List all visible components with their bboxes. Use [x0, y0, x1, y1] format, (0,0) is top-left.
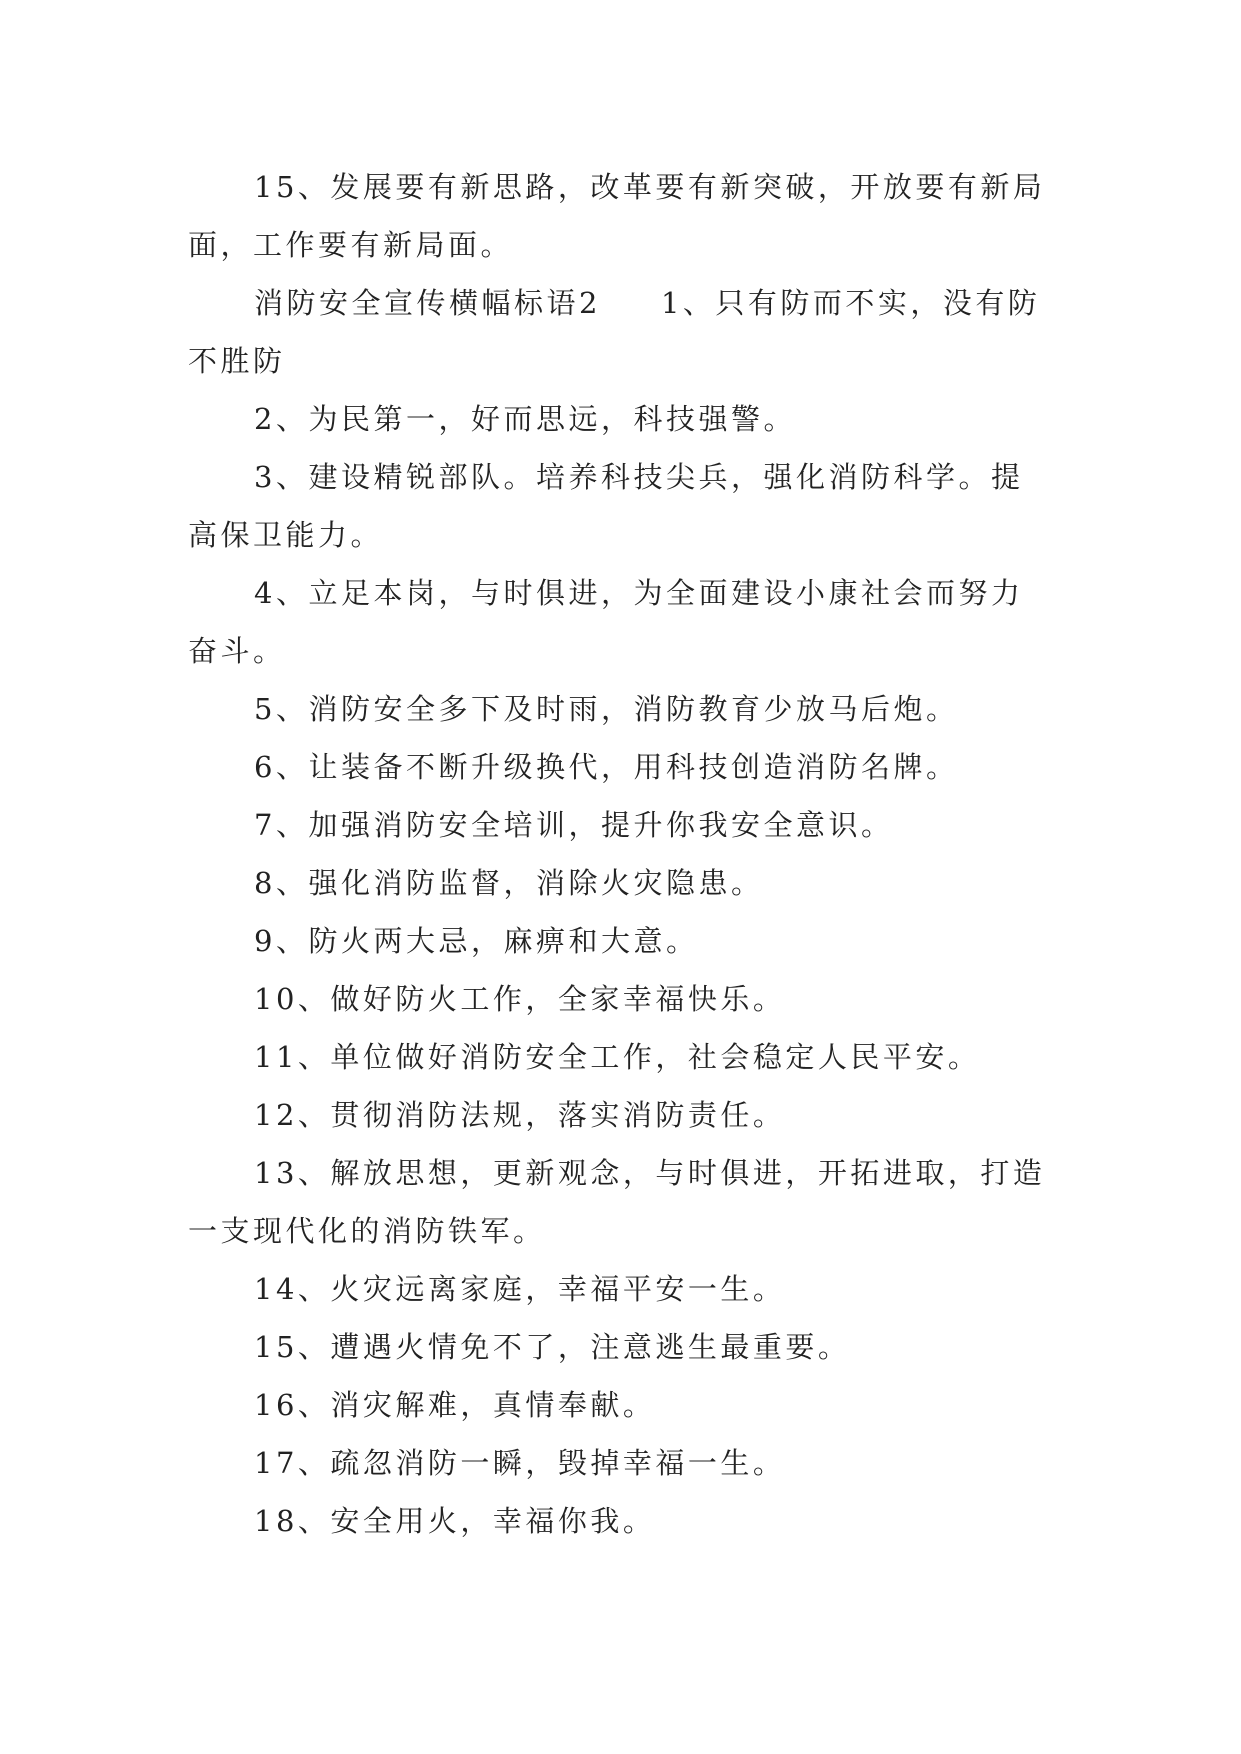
- paragraph-item: 15、遭遇火情免不了，注意逃生最重要。: [254, 1330, 851, 1364]
- section-heading: 消防安全宣传横幅标语2: [254, 286, 601, 320]
- paragraph-item: 11、单位做好消防安全工作，社会稳定人民平安。: [254, 1040, 981, 1074]
- document-body: [188, 158, 1053, 1550]
- paragraph-item: 15、发展要有新思路，改革要有新突破，开放要有新局面，工作要有新局面。: [188, 170, 1046, 262]
- paragraph-item: 12、贯彻消防法规，落实消防责任。: [254, 1098, 786, 1132]
- paragraph-item: 14、火灾远离家庭，幸福平安一生。: [254, 1272, 786, 1306]
- paragraph-item: 10、做好防火工作，全家幸福快乐。: [254, 982, 786, 1016]
- paragraph-item: 8、强化消防监督，消除火灾隐患。: [254, 866, 764, 900]
- paragraph-item: 13、解放思想，更新观念，与时俱进，开拓进取，打造一支现代化的消防铁军。: [188, 1156, 1046, 1248]
- paragraph-item: 5、消防安全多下及时雨，消防教育少放马后炮。: [254, 692, 959, 726]
- paragraph-item: 6、让装备不断升级换代，用科技创造消防名牌。: [254, 750, 959, 784]
- paragraph-item: 18、安全用火，幸福你我。: [254, 1504, 656, 1538]
- paragraph-item: 4、立足本岗，与时俱进，为全面建设小康社会而努力奋斗。: [188, 576, 1024, 668]
- section-heading-paragraph: [188, 274, 1053, 390]
- paragraph-item: 17、疏忽消防一瞬，毁掉幸福一生。: [254, 1446, 786, 1480]
- paragraph-item: 2、为民第一，好而思远，科技强警。: [254, 402, 796, 436]
- paragraph-item: 16、消灾解难，真情奉献。: [254, 1388, 656, 1422]
- paragraph-item: 7、加强消防安全培训，提升你我安全意识。: [254, 808, 894, 842]
- section-first-item: 1、只有防而不实，没有防不胜防: [188, 286, 1041, 378]
- paragraph-item: 9、防火两大忌，麻痹和大意。: [254, 924, 699, 958]
- paragraph-item: 3、建设精锐部队。培养科技尖兵，强化消防科学。提高保卫能力。: [188, 460, 1024, 552]
